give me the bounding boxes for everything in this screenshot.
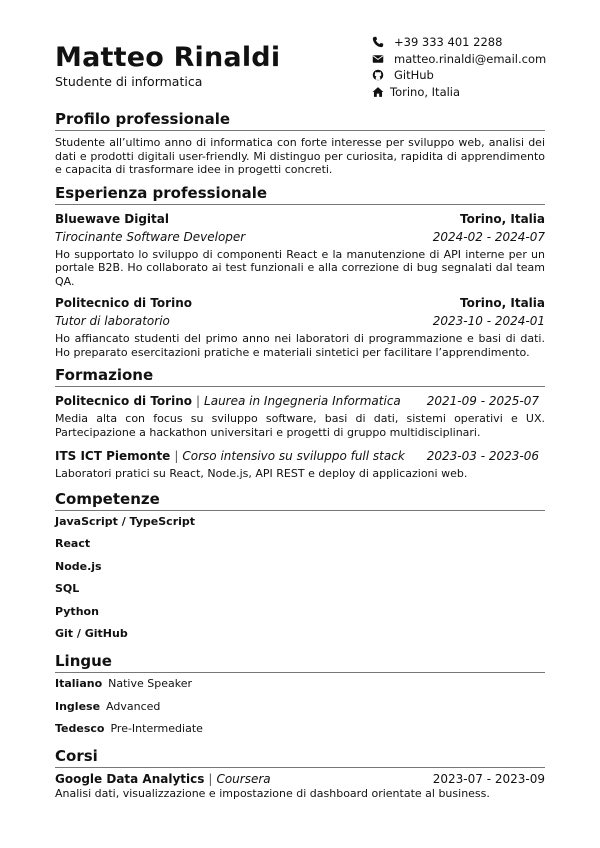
language-level: Pre-Intermediate	[110, 722, 203, 736]
language-level: Native Speaker	[108, 677, 192, 691]
education-dates: 2021-09 - 2025-07	[426, 394, 539, 408]
github-icon	[372, 69, 390, 81]
experience-entry	[55, 210, 545, 289]
education-institution: ITS ICT Piemonte	[55, 449, 171, 463]
education-degree: Corso intensivo su sviluppo full stack	[182, 449, 405, 463]
section-skills	[55, 490, 545, 647]
contact-github-text: GitHub	[394, 68, 434, 83]
section-title-courses: Corsi	[55, 747, 545, 768]
language-name: Inglese	[55, 699, 101, 713]
envelope-icon	[372, 53, 390, 65]
course-description: Analisi dati, visualizzazione e impostazione di dashboard orientate al business.	[55, 786, 490, 800]
language-item	[55, 696, 545, 719]
skill-item: Git / GitHub	[55, 627, 128, 641]
experience-company: Bluewave Digital	[55, 211, 169, 226]
education-description: Laboratori pratici su React, Node.js, API REST e deploy di applicazioni web.	[55, 467, 468, 480]
profile-summary: Studente all’ultimo anno di informatica con forte interesse per sviluppo web, analisi dei dati e prodotti digitali user-friendly. Mi distinguo per curiosita, rapidita di apprendimento e capacita di trasformare idee in progetti concreti.	[55, 136, 545, 176]
language-item	[55, 718, 545, 741]
course-name: Google Data Analytics	[55, 771, 205, 786]
education-separator: |	[195, 394, 201, 408]
skill-item: Node.js	[55, 559, 102, 573]
education-dates: 2023-03 - 2023-06	[426, 449, 539, 463]
section-title-education: Formazione	[55, 366, 545, 387]
contact-email[interactable]	[372, 51, 546, 68]
course-provider: Coursera	[216, 771, 271, 786]
section-languages	[55, 652, 545, 741]
language-name: Italiano	[55, 677, 103, 691]
language-item	[55, 673, 545, 696]
contact-phone[interactable]	[372, 34, 546, 51]
resume-header	[55, 42, 280, 89]
home-icon	[372, 86, 390, 98]
language-level: Advanced	[106, 699, 161, 713]
contact-github[interactable]	[372, 67, 546, 84]
experience-company: Politecnico di Torino	[55, 296, 192, 310]
contact-phone-text: +39 333 401 2288	[394, 35, 503, 50]
experience-location: Torino, Italia	[459, 296, 545, 310]
person-name: Matteo Rinaldi	[55, 42, 281, 73]
experience-location: Torino, Italia	[459, 211, 545, 226]
section-title-experience: Esperienza professionale	[55, 184, 545, 205]
education-description: Media alta con focus su sviluppo software, basi di dati, sistemi operativi e UX. Partecipazione a hackathon universitari e progetti di gruppo multidisciplinari.	[55, 412, 545, 439]
language-name: Tedesco	[55, 722, 105, 736]
phone-icon	[372, 36, 390, 48]
contact-location-text: Torino, Italia	[390, 84, 461, 99]
section-profile	[55, 110, 545, 177]
experience-description: Ho supportato lo sviluppo di componenti React e la manutenzione di API interne per un portale B2B. Ho collaborato ai test funzionali e alla correzione di bug segnalati dal team QA.	[55, 247, 545, 288]
section-title-skills: Competenze	[55, 490, 545, 511]
skill-item: React	[55, 537, 91, 551]
skill-item: JavaScript / TypeScript	[55, 514, 196, 528]
resume-body	[55, 110, 545, 801]
section-experience	[55, 184, 545, 360]
education-entry	[55, 392, 545, 439]
education-entry	[55, 447, 545, 481]
course-dates: 2023-07 - 2023-09	[432, 771, 545, 786]
skill-item: SQL	[55, 582, 80, 596]
experience-role: Tirocinante Software Developer	[55, 229, 246, 244]
course-entry	[55, 771, 545, 787]
experience-description: Ho affiancato studenti del primo anno nei laboratori di programmazione e basi di dati. Ho preparato esercitazioni pratiche e materiali sintetici per facilitare l’apprendimento.	[55, 332, 545, 359]
experience-dates: 2023-10 - 2024-01	[432, 314, 545, 328]
section-education	[55, 366, 545, 481]
person-subtitle: Studente di informatica	[55, 74, 203, 89]
contact-list	[372, 34, 546, 100]
section-courses	[55, 747, 545, 801]
experience-entry	[55, 294, 545, 359]
experience-role: Tutor di laboratorio	[55, 314, 170, 328]
section-title-languages: Lingue	[55, 652, 545, 673]
course-separator: |	[208, 771, 213, 786]
section-title-profile: Profilo professionale	[55, 110, 545, 131]
education-institution: Politecnico di Torino	[55, 394, 192, 408]
experience-dates: 2024-02 - 2024-07	[432, 229, 545, 244]
education-degree: Laurea in Ingegneria Informatica	[204, 394, 401, 408]
education-separator: |	[174, 449, 179, 463]
contact-location	[372, 84, 546, 101]
skill-item: Python	[55, 604, 99, 618]
contact-email-text: matteo.rinaldi@email.com	[394, 51, 547, 66]
